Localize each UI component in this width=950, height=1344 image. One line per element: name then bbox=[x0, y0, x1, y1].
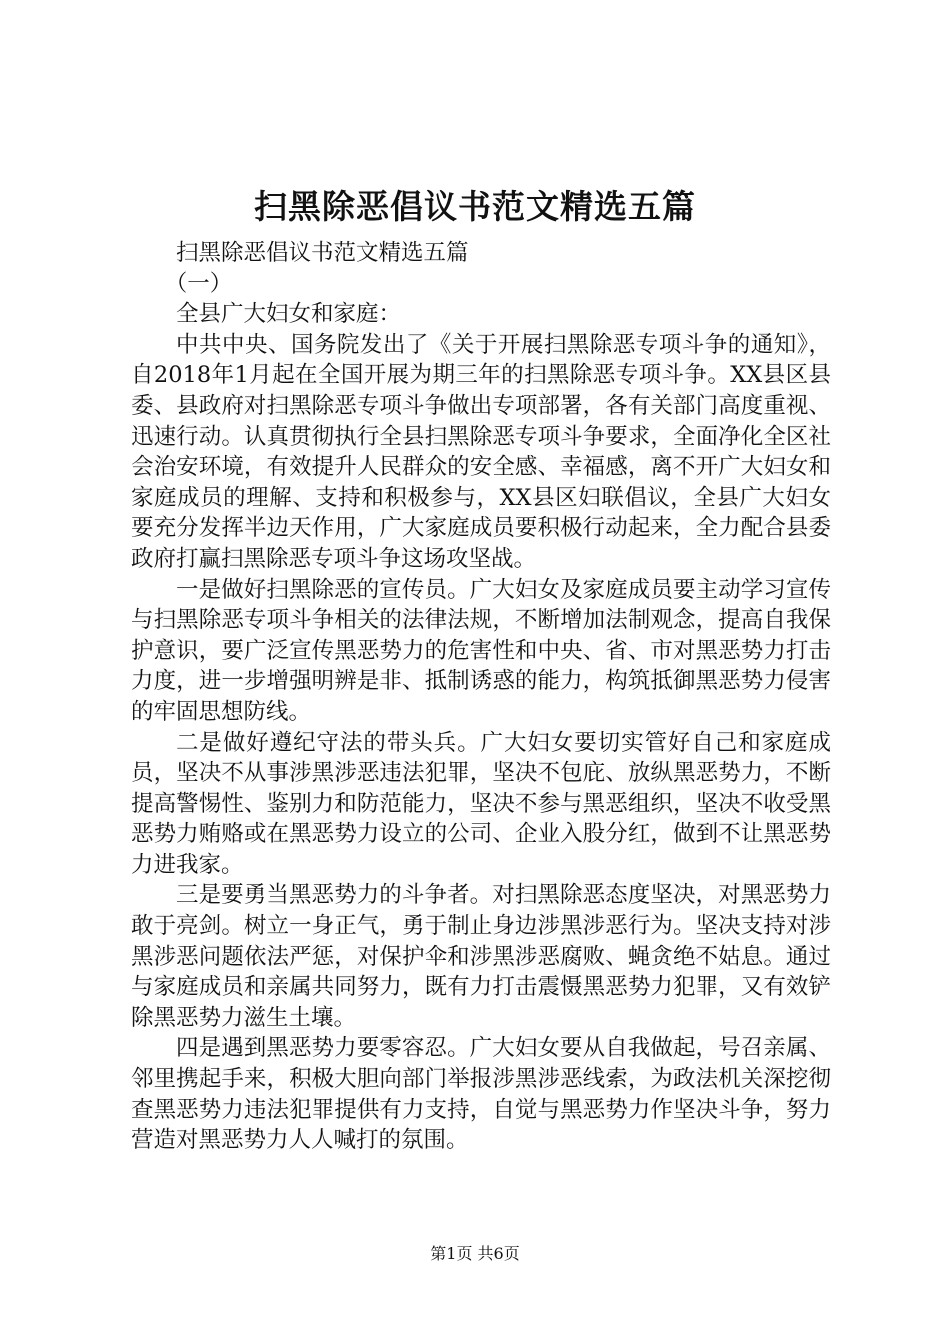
body-paragraph: 三是要勇当黑恶势力的斗争者。对扫黑除恶态度坚决，对黑恶势力敢于亮剑。树立一身正气，勇于制止身边涉黑涉恶行为。坚决支持对涉黑涉恶问题依法严惩，对保护伞和涉黑涉恶腐败、蝇贪绝不姑息。通过与家庭成员和亲属共同努力，既有力打击震慑黑恶势力犯罪，又有效铲除黑恶势力滋生土壤。 bbox=[131, 882, 831, 1031]
document-body bbox=[131, 238, 831, 1156]
section-number: （一） bbox=[164, 270, 233, 297]
body-paragraph: 二是做好遵纪守法的带头兵。广大妇女要切实管好自己和家庭成员，坚决不从事涉黑涉恶违法犯罪，坚决不包庇、放纵黑恶势力，不断提高警惕性、鉴别力和防范能力，坚决不参与黑恶组织，坚决不收受黑恶势力贿赂或在黑恶势力设立的公司、企业入股分红，做到不让黑恶势力进我家。 bbox=[131, 729, 831, 878]
document-title: 扫黑除恶倡议书范文精选五篇 bbox=[254, 187, 696, 226]
body-paragraph: 一是做好扫黑除恶的宣传员。广大妇女及家庭成员要主动学习宣传与扫黑除恶专项斗争相关的法律法规，不断增加法制观念，提高自我保护意识，要广泛宣传黑恶势力的危害性和中央、省、市对黑恶势力打击力度，进一步增强明辨是非、抵制诱惑的能力，构筑抵御黑恶势力侵害的牢固思想防线。 bbox=[131, 576, 831, 725]
body-paragraph: 四是遇到黑恶势力要零容忍。广大妇女要从自我做起，号召亲属、邻里携起手来，积极大胆向部门举报涉黑涉恶线索，为政法机关深挖彻查黑恶势力违法犯罪提供有力支持，自觉与黑恶势力作坚决斗争，努力营造对黑恶势力人人喊打的氛围。 bbox=[131, 1035, 831, 1154]
body-paragraph: 中共中央、国务院发出了《关于开展扫黑除恶专项斗争的通知》，自2018年1月起在全国开展为期三年的扫黑除恶专项斗争。XX县区县委、县政府对扫黑除恶专项斗争做出专项部署，各有关部门高度重视、迅速行动。认真贯彻执行全县扫黑除恶专项斗争要求，全面净化全区社会治安环境，有效提升人民群众的安全感、幸福感，离不开广大妇女和家庭成员的理解、支持和积极参与，XX县区妇联倡议，全县广大妇女要充分发挥半边天作用，广大家庭成员要积极行动起来，全力配合县委政府打赢扫黑除恶专项斗争这场攻坚战。 bbox=[131, 331, 831, 572]
salutation: 全县广大妇女和家庭： bbox=[176, 301, 402, 328]
subtitle-paragraph: 扫黑除恶倡议书范文精选五篇 bbox=[176, 240, 469, 266]
page-footer: 第1页 共6页 bbox=[430, 1244, 520, 1263]
